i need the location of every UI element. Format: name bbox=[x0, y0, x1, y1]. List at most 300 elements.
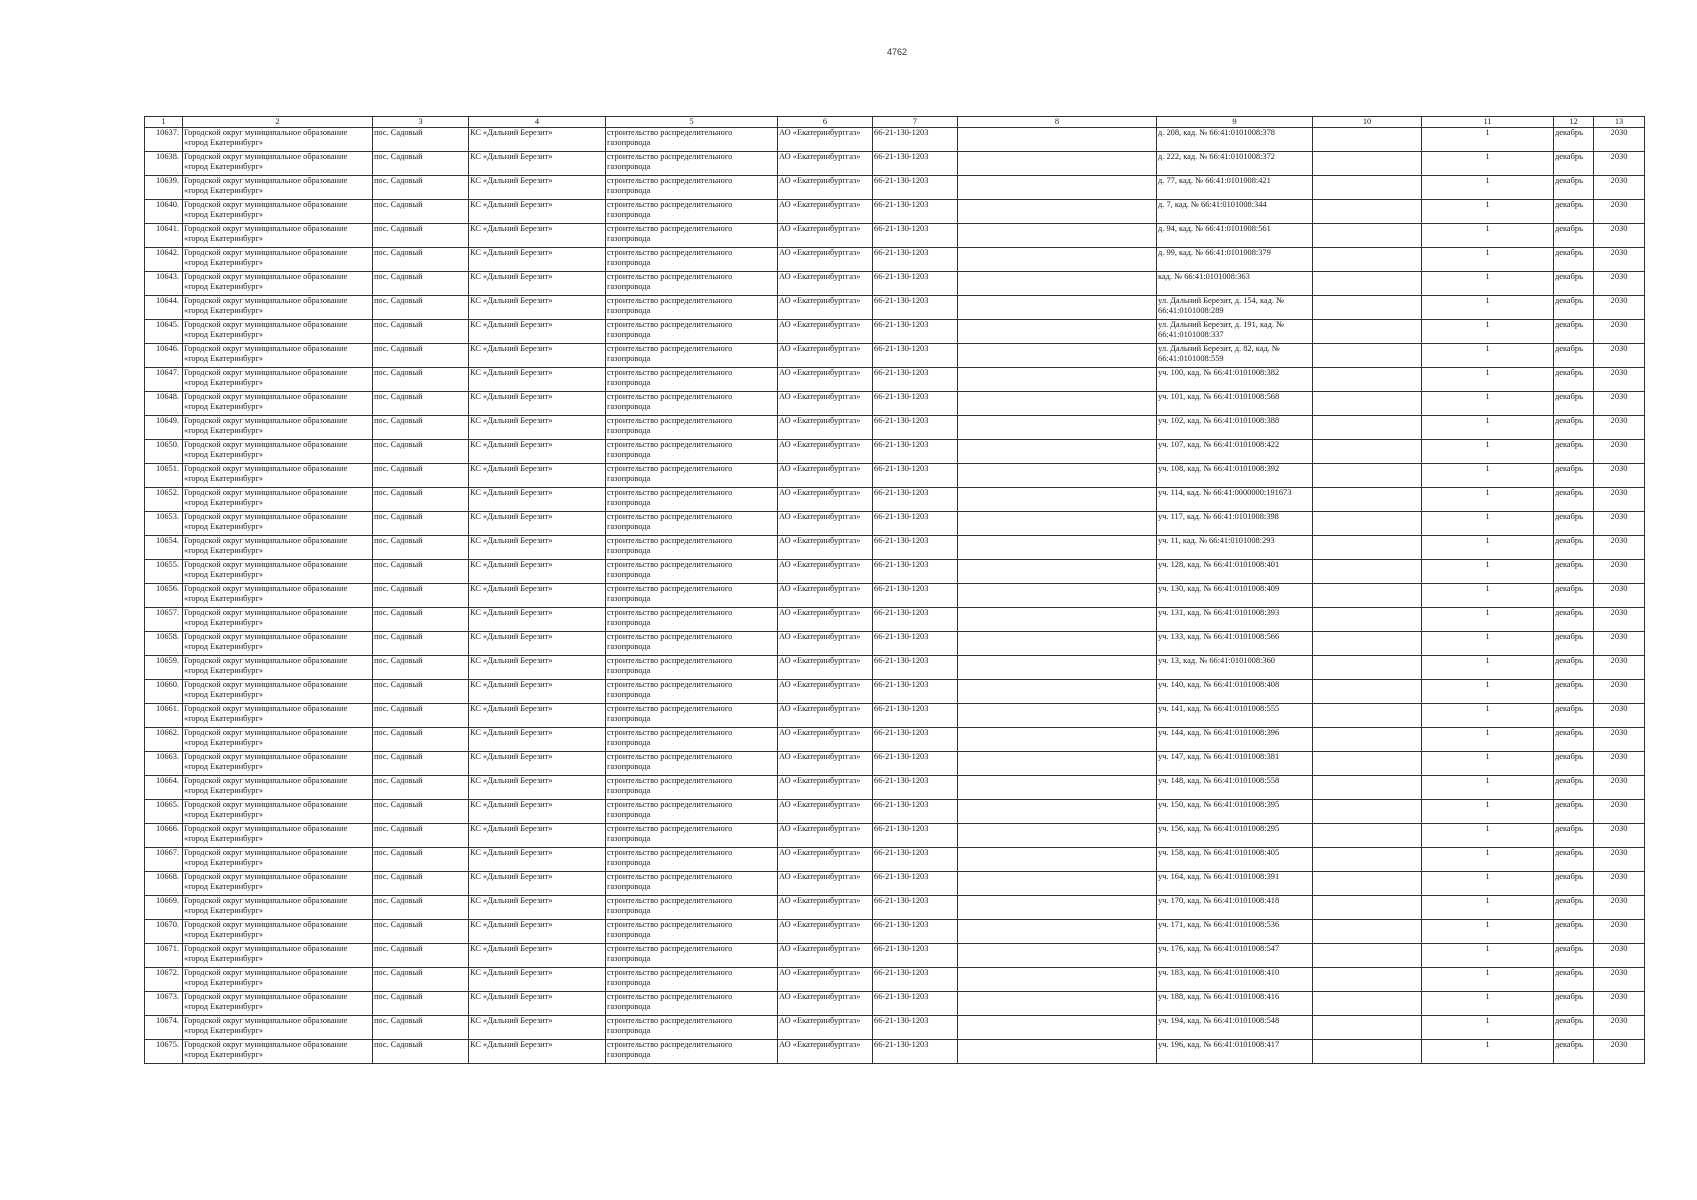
cell-month: декабрь bbox=[1554, 200, 1594, 224]
cell-code: 66-21-130-1203 bbox=[873, 632, 958, 656]
cell-settlement: пос. Садовый bbox=[373, 224, 469, 248]
cell-settlement: пос. Садовый bbox=[373, 704, 469, 728]
cell-row-number: 10658. bbox=[145, 632, 183, 656]
cell-organization: АО «Екатеринбурггаз» bbox=[778, 824, 873, 848]
cell-organization: АО «Екатеринбурггаз» bbox=[778, 584, 873, 608]
cell-work-type: строительство распределительного газопровода bbox=[606, 896, 778, 920]
cell-year: 2030 bbox=[1594, 272, 1645, 296]
cell-quantity: 1 bbox=[1422, 464, 1554, 488]
table-row bbox=[145, 296, 1645, 320]
cell-organization: АО «Екатеринбурггаз» bbox=[778, 200, 873, 224]
cell-quantity: 1 bbox=[1422, 224, 1554, 248]
cell-row-number: 10661. bbox=[145, 704, 183, 728]
cell-municipality: Городской округ муниципальное образование «город Екатеринбург» bbox=[183, 872, 373, 896]
cell-code: 66-21-130-1203 bbox=[873, 800, 958, 824]
cell-quantity: 1 bbox=[1422, 512, 1554, 536]
cell-col10 bbox=[1313, 944, 1422, 968]
cell-col10 bbox=[1313, 512, 1422, 536]
table-row bbox=[145, 656, 1645, 680]
cell-address: уч. 117, кад. № 66:41:0101008:398 bbox=[1157, 512, 1313, 536]
cell-code: 66-21-130-1203 bbox=[873, 968, 958, 992]
cell-organization: АО «Екатеринбурггаз» bbox=[778, 392, 873, 416]
table-row bbox=[145, 320, 1645, 344]
cell-col10 bbox=[1313, 680, 1422, 704]
table-row bbox=[145, 872, 1645, 896]
cell-month: декабрь bbox=[1554, 896, 1594, 920]
cell-organization: АО «Екатеринбурггаз» bbox=[778, 680, 873, 704]
cell-settlement: пос. Садовый bbox=[373, 1040, 469, 1064]
cell-col10 bbox=[1313, 488, 1422, 512]
cell-settlement: пос. Садовый bbox=[373, 752, 469, 776]
column-header-4: 4 bbox=[469, 117, 606, 128]
cell-code: 66-21-130-1203 bbox=[873, 224, 958, 248]
table-row bbox=[145, 392, 1645, 416]
cell-boiler: КС «Дальний Березит» bbox=[469, 320, 606, 344]
cell-year: 2030 bbox=[1594, 320, 1645, 344]
cell-organization: АО «Екатеринбурггаз» bbox=[778, 848, 873, 872]
cell-municipality: Городской округ муниципальное образование «город Екатеринбург» bbox=[183, 968, 373, 992]
cell-quantity: 1 bbox=[1422, 152, 1554, 176]
column-header-8: 8 bbox=[958, 117, 1157, 128]
cell-organization: АО «Екатеринбурггаз» bbox=[778, 1040, 873, 1064]
cell-year: 2030 bbox=[1594, 536, 1645, 560]
cell-year: 2030 bbox=[1594, 752, 1645, 776]
cell-settlement: пос. Садовый bbox=[373, 920, 469, 944]
cell-work-type: строительство распределительного газопровода bbox=[606, 608, 778, 632]
cell-organization: АО «Екатеринбурггаз» bbox=[778, 344, 873, 368]
cell-col10 bbox=[1313, 728, 1422, 752]
cell-month: декабрь bbox=[1554, 1016, 1594, 1040]
cell-year: 2030 bbox=[1594, 560, 1645, 584]
cell-col8 bbox=[958, 968, 1157, 992]
cell-quantity: 1 bbox=[1422, 560, 1554, 584]
cell-row-number: 10637. bbox=[145, 128, 183, 152]
cell-code: 66-21-130-1203 bbox=[873, 560, 958, 584]
cell-work-type: строительство распределительного газопровода bbox=[606, 248, 778, 272]
cell-code: 66-21-130-1203 bbox=[873, 1040, 958, 1064]
cell-work-type: строительство распределительного газопровода bbox=[606, 512, 778, 536]
cell-address: д. 94, кад. № 66:41:0101008:561 bbox=[1157, 224, 1313, 248]
cell-row-number: 10656. bbox=[145, 584, 183, 608]
table-row bbox=[145, 464, 1645, 488]
cell-month: декабрь bbox=[1554, 632, 1594, 656]
cell-row-number: 10670. bbox=[145, 920, 183, 944]
cell-boiler: КС «Дальний Березит» bbox=[469, 680, 606, 704]
cell-year: 2030 bbox=[1594, 872, 1645, 896]
cell-col10 bbox=[1313, 152, 1422, 176]
cell-address: уч. 102, кад. № 66:41:0101008:388 bbox=[1157, 416, 1313, 440]
cell-organization: АО «Екатеринбурггаз» bbox=[778, 416, 873, 440]
cell-month: декабрь bbox=[1554, 1040, 1594, 1064]
cell-month: декабрь bbox=[1554, 248, 1594, 272]
cell-organization: АО «Екатеринбурггаз» bbox=[778, 992, 873, 1016]
cell-work-type: строительство распределительного газопровода bbox=[606, 560, 778, 584]
cell-municipality: Городской округ муниципальное образование «город Екатеринбург» bbox=[183, 176, 373, 200]
cell-boiler: КС «Дальний Березит» bbox=[469, 728, 606, 752]
cell-month: декабрь bbox=[1554, 368, 1594, 392]
cell-month: декабрь bbox=[1554, 512, 1594, 536]
cell-month: декабрь bbox=[1554, 392, 1594, 416]
cell-boiler: КС «Дальний Березит» bbox=[469, 896, 606, 920]
cell-address: уч. 141, кад. № 66:41:0101008:555 bbox=[1157, 704, 1313, 728]
cell-col8 bbox=[958, 416, 1157, 440]
cell-boiler: КС «Дальний Березит» bbox=[469, 152, 606, 176]
table-row bbox=[145, 992, 1645, 1016]
cell-year: 2030 bbox=[1594, 800, 1645, 824]
table-row bbox=[145, 800, 1645, 824]
cell-municipality: Городской округ муниципальное образование «город Екатеринбург» bbox=[183, 560, 373, 584]
cell-row-number: 10652. bbox=[145, 488, 183, 512]
cell-address: ул. Дальний Березит, д. 82, кад. № 66:41:0101008:559 bbox=[1157, 344, 1313, 368]
cell-address: уч. 194, кад. № 66:41:0101008:548 bbox=[1157, 1016, 1313, 1040]
cell-quantity: 1 bbox=[1422, 944, 1554, 968]
cell-municipality: Городской округ муниципальное образование «город Екатеринбург» bbox=[183, 296, 373, 320]
cell-code: 66-21-130-1203 bbox=[873, 344, 958, 368]
cell-municipality: Городской округ муниципальное образование «город Екатеринбург» bbox=[183, 752, 373, 776]
cell-row-number: 10650. bbox=[145, 440, 183, 464]
cell-code: 66-21-130-1203 bbox=[873, 296, 958, 320]
cell-month: декабрь bbox=[1554, 968, 1594, 992]
cell-year: 2030 bbox=[1594, 632, 1645, 656]
cell-boiler: КС «Дальний Березит» bbox=[469, 272, 606, 296]
cell-municipality: Городской округ муниципальное образование «город Екатеринбург» bbox=[183, 896, 373, 920]
cell-code: 66-21-130-1203 bbox=[873, 128, 958, 152]
cell-quantity: 1 bbox=[1422, 1040, 1554, 1064]
cell-boiler: КС «Дальний Березит» bbox=[469, 824, 606, 848]
cell-col8 bbox=[958, 224, 1157, 248]
cell-col10 bbox=[1313, 248, 1422, 272]
cell-settlement: пос. Садовый bbox=[373, 464, 469, 488]
cell-address: уч. 183, кад. № 66:41:0101008:410 bbox=[1157, 968, 1313, 992]
cell-col10 bbox=[1313, 464, 1422, 488]
cell-boiler: КС «Дальний Березит» bbox=[469, 776, 606, 800]
cell-col10 bbox=[1313, 320, 1422, 344]
cell-quantity: 1 bbox=[1422, 320, 1554, 344]
cell-year: 2030 bbox=[1594, 296, 1645, 320]
cell-year: 2030 bbox=[1594, 200, 1645, 224]
cell-year: 2030 bbox=[1594, 488, 1645, 512]
cell-address: уч. 114, кад. № 66:41:0000000:191673 bbox=[1157, 488, 1313, 512]
cell-municipality: Городской округ муниципальное образование «город Екатеринбург» bbox=[183, 920, 373, 944]
cell-col8 bbox=[958, 560, 1157, 584]
cell-col10 bbox=[1313, 200, 1422, 224]
cell-municipality: Городской округ муниципальное образование «город Екатеринбург» bbox=[183, 320, 373, 344]
cell-address: уч. 176, кад. № 66:41:0101008:547 bbox=[1157, 944, 1313, 968]
cell-col8 bbox=[958, 272, 1157, 296]
cell-settlement: пос. Садовый bbox=[373, 392, 469, 416]
cell-year: 2030 bbox=[1594, 920, 1645, 944]
cell-work-type: строительство распределительного газопровода bbox=[606, 800, 778, 824]
cell-col10 bbox=[1313, 992, 1422, 1016]
cell-code: 66-21-130-1203 bbox=[873, 248, 958, 272]
column-header-13: 13 bbox=[1594, 117, 1645, 128]
cell-work-type: строительство распределительного газопровода bbox=[606, 368, 778, 392]
cell-code: 66-21-130-1203 bbox=[873, 872, 958, 896]
cell-year: 2030 bbox=[1594, 368, 1645, 392]
cell-organization: АО «Екатеринбурггаз» bbox=[778, 704, 873, 728]
cell-col10 bbox=[1313, 800, 1422, 824]
cell-settlement: пос. Садовый bbox=[373, 416, 469, 440]
column-header-1: 1 bbox=[145, 117, 183, 128]
cell-settlement: пос. Садовый bbox=[373, 848, 469, 872]
cell-address: уч. 13, кад. № 66:41:0101008:360 bbox=[1157, 656, 1313, 680]
cell-address: уч. 131, кад. № 66:41:0101008:393 bbox=[1157, 608, 1313, 632]
cell-settlement: пос. Садовый bbox=[373, 344, 469, 368]
cell-organization: АО «Екатеринбурггаз» bbox=[778, 968, 873, 992]
cell-boiler: КС «Дальний Березит» bbox=[469, 512, 606, 536]
cell-row-number: 10673. bbox=[145, 992, 183, 1016]
cell-boiler: КС «Дальний Березит» bbox=[469, 224, 606, 248]
cell-month: декабрь bbox=[1554, 560, 1594, 584]
cell-work-type: строительство распределительного газопровода bbox=[606, 176, 778, 200]
cell-organization: АО «Екатеринбурггаз» bbox=[778, 464, 873, 488]
cell-municipality: Городской округ муниципальное образование «город Екатеринбург» bbox=[183, 416, 373, 440]
cell-municipality: Городской округ муниципальное образование «город Екатеринбург» bbox=[183, 680, 373, 704]
cell-row-number: 10669. bbox=[145, 896, 183, 920]
cell-row-number: 10659. bbox=[145, 656, 183, 680]
cell-boiler: КС «Дальний Березит» bbox=[469, 848, 606, 872]
table-row bbox=[145, 176, 1645, 200]
cell-work-type: строительство распределительного газопровода bbox=[606, 584, 778, 608]
cell-work-type: строительство распределительного газопровода bbox=[606, 704, 778, 728]
cell-quantity: 1 bbox=[1422, 728, 1554, 752]
table-row bbox=[145, 776, 1645, 800]
cell-row-number: 10642. bbox=[145, 248, 183, 272]
cell-address: уч. 164, кад. № 66:41:0101008:391 bbox=[1157, 872, 1313, 896]
cell-work-type: строительство распределительного газопровода bbox=[606, 200, 778, 224]
cell-year: 2030 bbox=[1594, 392, 1645, 416]
cell-col8 bbox=[958, 1040, 1157, 1064]
cell-municipality: Городской округ муниципальное образование «город Екатеринбург» bbox=[183, 272, 373, 296]
cell-organization: АО «Екатеринбурггаз» bbox=[778, 440, 873, 464]
cell-row-number: 10655. bbox=[145, 560, 183, 584]
cell-col8 bbox=[958, 512, 1157, 536]
table-row bbox=[145, 704, 1645, 728]
cell-col10 bbox=[1313, 752, 1422, 776]
cell-work-type: строительство распределительного газопровода bbox=[606, 536, 778, 560]
cell-organization: АО «Екатеринбурггаз» bbox=[778, 1016, 873, 1040]
cell-boiler: КС «Дальний Березит» bbox=[469, 632, 606, 656]
cell-col8 bbox=[958, 944, 1157, 968]
cell-boiler: КС «Дальний Березит» bbox=[469, 536, 606, 560]
cell-code: 66-21-130-1203 bbox=[873, 608, 958, 632]
table-row bbox=[145, 920, 1645, 944]
cell-month: декабрь bbox=[1554, 464, 1594, 488]
cell-col10 bbox=[1313, 416, 1422, 440]
cell-quantity: 1 bbox=[1422, 1016, 1554, 1040]
cell-month: декабрь bbox=[1554, 440, 1594, 464]
cell-organization: АО «Екатеринбурггаз» bbox=[778, 608, 873, 632]
cell-row-number: 10672. bbox=[145, 968, 183, 992]
cell-address: уч. 156, кад. № 66:41:0101008:295 bbox=[1157, 824, 1313, 848]
table-row bbox=[145, 224, 1645, 248]
table-row bbox=[145, 200, 1645, 224]
cell-row-number: 10644. bbox=[145, 296, 183, 320]
cell-address: уч. 140, кад. № 66:41:0101008:408 bbox=[1157, 680, 1313, 704]
cell-col10 bbox=[1313, 176, 1422, 200]
cell-work-type: строительство распределительного газопровода bbox=[606, 1016, 778, 1040]
cell-work-type: строительство распределительного газопровода bbox=[606, 944, 778, 968]
cell-col8 bbox=[958, 488, 1157, 512]
cell-month: декабрь bbox=[1554, 800, 1594, 824]
cell-settlement: пос. Садовый bbox=[373, 296, 469, 320]
cell-month: декабрь bbox=[1554, 152, 1594, 176]
cell-col10 bbox=[1313, 1040, 1422, 1064]
cell-settlement: пос. Садовый bbox=[373, 272, 469, 296]
cell-row-number: 10654. bbox=[145, 536, 183, 560]
cell-code: 66-21-130-1203 bbox=[873, 584, 958, 608]
cell-address: уч. 108, кад. № 66:41:0101008:392 bbox=[1157, 464, 1313, 488]
cell-month: декабрь bbox=[1554, 752, 1594, 776]
cell-quantity: 1 bbox=[1422, 848, 1554, 872]
cell-col8 bbox=[958, 776, 1157, 800]
cell-row-number: 10651. bbox=[145, 464, 183, 488]
cell-code: 66-21-130-1203 bbox=[873, 680, 958, 704]
cell-settlement: пос. Садовый bbox=[373, 152, 469, 176]
cell-col8 bbox=[958, 632, 1157, 656]
cell-month: декабрь bbox=[1554, 296, 1594, 320]
table-row bbox=[145, 1016, 1645, 1040]
cell-address: д. 7, кад. № 66:41:0101008:344 bbox=[1157, 200, 1313, 224]
cell-col8 bbox=[958, 752, 1157, 776]
cell-address: д. 222, кад. № 66:41:0101008:372 bbox=[1157, 152, 1313, 176]
cell-col10 bbox=[1313, 896, 1422, 920]
cell-municipality: Городской округ муниципальное образование «город Екатеринбург» bbox=[183, 704, 373, 728]
cell-settlement: пос. Садовый bbox=[373, 992, 469, 1016]
cell-row-number: 10643. bbox=[145, 272, 183, 296]
cell-organization: АО «Екатеринбурггаз» bbox=[778, 800, 873, 824]
cell-year: 2030 bbox=[1594, 440, 1645, 464]
cell-municipality: Городской округ муниципальное образование «город Екатеринбург» bbox=[183, 1040, 373, 1064]
cell-quantity: 1 bbox=[1422, 200, 1554, 224]
cell-row-number: 10675. bbox=[145, 1040, 183, 1064]
cell-organization: АО «Екатеринбурггаз» bbox=[778, 728, 873, 752]
cell-col10 bbox=[1313, 584, 1422, 608]
cell-col10 bbox=[1313, 824, 1422, 848]
cell-year: 2030 bbox=[1594, 704, 1645, 728]
column-header-2: 2 bbox=[183, 117, 373, 128]
cell-boiler: КС «Дальний Березит» bbox=[469, 584, 606, 608]
cell-code: 66-21-130-1203 bbox=[873, 272, 958, 296]
cell-organization: АО «Екатеринбурггаз» bbox=[778, 776, 873, 800]
column-header-10: 10 bbox=[1313, 117, 1422, 128]
cell-work-type: строительство распределительного газопровода bbox=[606, 416, 778, 440]
cell-settlement: пос. Садовый bbox=[373, 632, 469, 656]
cell-municipality: Городской округ муниципальное образование «город Екатеринбург» bbox=[183, 848, 373, 872]
cell-code: 66-21-130-1203 bbox=[873, 944, 958, 968]
cell-row-number: 10664. bbox=[145, 776, 183, 800]
cell-code: 66-21-130-1203 bbox=[873, 1016, 958, 1040]
table-body bbox=[145, 128, 1645, 1064]
cell-settlement: пос. Садовый bbox=[373, 896, 469, 920]
cell-quantity: 1 bbox=[1422, 992, 1554, 1016]
cell-code: 66-21-130-1203 bbox=[873, 464, 958, 488]
cell-municipality: Городской округ муниципальное образование «город Екатеринбург» bbox=[183, 800, 373, 824]
cell-col8 bbox=[958, 368, 1157, 392]
cell-code: 66-21-130-1203 bbox=[873, 488, 958, 512]
cell-work-type: строительство распределительного газопровода bbox=[606, 656, 778, 680]
cell-year: 2030 bbox=[1594, 464, 1645, 488]
table-row bbox=[145, 680, 1645, 704]
cell-boiler: КС «Дальний Березит» bbox=[469, 392, 606, 416]
cell-address: уч. 170, кад. № 66:41:0101008:418 bbox=[1157, 896, 1313, 920]
cell-col8 bbox=[958, 200, 1157, 224]
cell-col10 bbox=[1313, 704, 1422, 728]
cell-settlement: пос. Садовый bbox=[373, 560, 469, 584]
cell-address: уч. 130, кад. № 66:41:0101008:409 bbox=[1157, 584, 1313, 608]
cell-col8 bbox=[958, 392, 1157, 416]
cell-boiler: КС «Дальний Березит» bbox=[469, 752, 606, 776]
cell-row-number: 10639. bbox=[145, 176, 183, 200]
cell-municipality: Городской округ муниципальное образование «город Екатеринбург» bbox=[183, 944, 373, 968]
cell-month: декабрь bbox=[1554, 536, 1594, 560]
cell-col10 bbox=[1313, 392, 1422, 416]
cell-code: 66-21-130-1203 bbox=[873, 320, 958, 344]
cell-code: 66-21-130-1203 bbox=[873, 992, 958, 1016]
cell-year: 2030 bbox=[1594, 608, 1645, 632]
cell-quantity: 1 bbox=[1422, 680, 1554, 704]
cell-quantity: 1 bbox=[1422, 608, 1554, 632]
cell-row-number: 10647. bbox=[145, 368, 183, 392]
cell-settlement: пос. Садовый bbox=[373, 200, 469, 224]
cell-row-number: 10666. bbox=[145, 824, 183, 848]
cell-municipality: Городской округ муниципальное образование «город Екатеринбург» bbox=[183, 584, 373, 608]
cell-col8 bbox=[958, 872, 1157, 896]
cell-col10 bbox=[1313, 872, 1422, 896]
cell-year: 2030 bbox=[1594, 1040, 1645, 1064]
cell-col10 bbox=[1313, 1016, 1422, 1040]
cell-work-type: строительство распределительного газопровода bbox=[606, 224, 778, 248]
cell-code: 66-21-130-1203 bbox=[873, 920, 958, 944]
cell-row-number: 10648. bbox=[145, 392, 183, 416]
table-row bbox=[145, 368, 1645, 392]
cell-quantity: 1 bbox=[1422, 776, 1554, 800]
cell-col10 bbox=[1313, 608, 1422, 632]
cell-quantity: 1 bbox=[1422, 968, 1554, 992]
cell-settlement: пос. Садовый bbox=[373, 368, 469, 392]
cell-col10 bbox=[1313, 632, 1422, 656]
cell-row-number: 10667. bbox=[145, 848, 183, 872]
cell-col8 bbox=[958, 896, 1157, 920]
cell-month: декабрь bbox=[1554, 416, 1594, 440]
cell-municipality: Городской округ муниципальное образование «город Екатеринбург» bbox=[183, 248, 373, 272]
cell-col10 bbox=[1313, 968, 1422, 992]
cell-settlement: пос. Садовый bbox=[373, 536, 469, 560]
cell-boiler: КС «Дальний Березит» bbox=[469, 344, 606, 368]
cell-code: 66-21-130-1203 bbox=[873, 392, 958, 416]
cell-organization: АО «Екатеринбурггаз» bbox=[778, 896, 873, 920]
cell-organization: АО «Екатеринбурггаз» bbox=[778, 248, 873, 272]
cell-municipality: Городской округ муниципальное образование «город Екатеринбург» bbox=[183, 536, 373, 560]
cell-municipality: Городской округ муниципальное образование «город Екатеринбург» bbox=[183, 1016, 373, 1040]
cell-quantity: 1 bbox=[1422, 872, 1554, 896]
cell-year: 2030 bbox=[1594, 680, 1645, 704]
cell-boiler: КС «Дальний Березит» bbox=[469, 296, 606, 320]
cell-month: декабрь bbox=[1554, 776, 1594, 800]
cell-address: уч. 128, кад. № 66:41:0101008:401 bbox=[1157, 560, 1313, 584]
cell-municipality: Городской округ муниципальное образование «город Екатеринбург» bbox=[183, 776, 373, 800]
cell-code: 66-21-130-1203 bbox=[873, 152, 958, 176]
cell-municipality: Городской округ муниципальное образование «город Екатеринбург» bbox=[183, 392, 373, 416]
cell-municipality: Городской округ муниципальное образование «город Екатеринбург» bbox=[183, 992, 373, 1016]
cell-quantity: 1 bbox=[1422, 440, 1554, 464]
cell-address: уч. 144, кад. № 66:41:0101008:396 bbox=[1157, 728, 1313, 752]
cell-year: 2030 bbox=[1594, 992, 1645, 1016]
cell-quantity: 1 bbox=[1422, 800, 1554, 824]
cell-month: декабрь bbox=[1554, 992, 1594, 1016]
cell-col8 bbox=[958, 656, 1157, 680]
cell-organization: АО «Екатеринбурггаз» bbox=[778, 368, 873, 392]
